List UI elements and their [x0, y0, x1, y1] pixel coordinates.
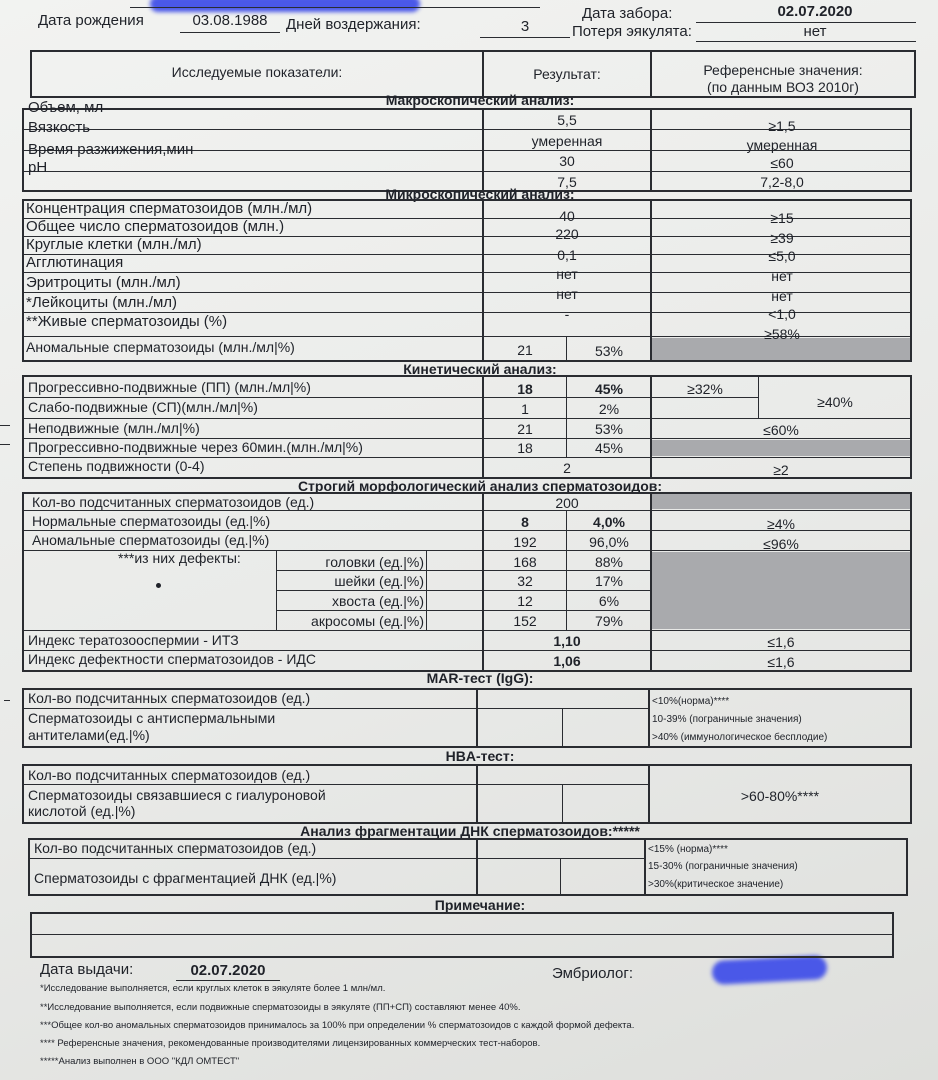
morph-label-normal: Нормальные сперматозоиды (ед.|%): [32, 513, 271, 529]
micro-ref-round-cells: ≤5,0: [768, 248, 796, 264]
macro-result-volume: 5,5: [557, 112, 577, 128]
collection-label: Дата забора:: [582, 5, 673, 22]
micro-ref-concentration: ≥15: [770, 210, 794, 226]
micro-result-concentration: 40: [559, 208, 575, 224]
micro-ref-total: ≥39: [770, 230, 794, 246]
morph-counted-value: 200: [555, 495, 579, 511]
mar-label-antibodies-1: Сперматозоиды с антиспермальными: [28, 710, 276, 726]
macro-label-ph: pH: [28, 159, 48, 176]
section-title-macroscopic: Макроскопический анализ:: [385, 92, 575, 108]
morph-defect-percent-acrosome: 79%: [594, 613, 624, 629]
hba-ref: >60-80%****: [740, 788, 820, 804]
micro-label-round-cells: Круглые клетки (млн./мл): [26, 236, 202, 253]
macro-label-volume: Объем, мл: [28, 99, 104, 116]
kinetic-label-weak: Слабо-подвижные (СП)(млн./мл|%): [28, 399, 258, 415]
ink-dot: [156, 583, 161, 588]
macro-ref-ph: 7,2-8,0: [760, 174, 804, 190]
mar-ref-infertility: >40% (иммунологическое бесплодие): [652, 732, 828, 743]
section-title-dna: Анализ фрагментации ДНК сперматозоидов:*****: [300, 823, 640, 839]
loss-label: Потеря эякулята:: [572, 23, 692, 40]
macro-result-liquefaction: 30: [559, 153, 575, 169]
kinetic-ref-immotile: ≤60%: [763, 422, 799, 438]
dna-ref-normal: <15% (норма)****: [648, 844, 728, 855]
footnote-3: ***Общее кол-во аномальных сперматозоидов принималось за 100% при определении % сперматозоидов с каждой формой дефекта.: [40, 1020, 635, 1031]
morph-defect-label-tail: хвоста (ед.|%): [332, 593, 424, 609]
micro-label-live: **Живые сперматозоиды (%): [26, 313, 228, 330]
footnote-2: **Исследование выполняется, если подвижные сперматозоиды в эякуляте (ПП+СП) составляют менее 40%.: [40, 1002, 521, 1013]
kinetic-percent-weak: 2%: [598, 401, 620, 417]
morph-itz-value: 1,10: [553, 633, 581, 649]
morph-defect-count-acrosome: 152: [513, 613, 537, 629]
column-header-reference-2: (по данным ВОЗ 2010г): [707, 79, 859, 95]
column-header-result: Результат:: [533, 66, 601, 82]
abstinence-value: 3: [520, 18, 530, 35]
morph-defect-count-tail: 12: [517, 593, 533, 609]
section-title-hba: HBA-тест:: [445, 748, 515, 764]
micro-result-agglutination: 0,1: [557, 247, 577, 263]
micro-label-erythrocytes: Эритроциты (млн./мл): [26, 274, 181, 291]
micro-ref-leukocytes: <1,0: [768, 306, 796, 322]
kinetic-ref-motile-total: ≥40%: [817, 394, 853, 410]
micro-result-erythrocytes: нет: [556, 266, 578, 282]
micro-result-leukocytes: нет: [556, 286, 578, 302]
morph-abnormal-ref: ≤96%: [763, 536, 799, 552]
macro-ref-volume: ≥1,5: [768, 118, 796, 134]
footnote-1: *Исследование выполняется, если круглых клеток в эякуляте более 1 млн/мл.: [40, 983, 386, 994]
macro-ref-liquefaction: ≤60: [770, 155, 794, 171]
hba-label-bound-1: Сперматозоиды связавшиеся с гиалуроновой: [28, 787, 326, 803]
morph-normal-ref: ≥4%: [767, 516, 795, 532]
morph-ids-label: Индекс дефектности сперматозоидов - ИДС: [28, 651, 317, 667]
dna-label-fragmented: Сперматозоиды с фрагментацией ДНК (ед.|%): [34, 870, 337, 886]
column-header-reference-1: Референсные значения:: [703, 62, 863, 78]
morph-ids-ref: ≤1,6: [767, 654, 795, 670]
kinetic-percent-progressive-60min: 45%: [594, 440, 624, 456]
section-title-microscopic: Микроскопический анализ:: [385, 186, 575, 202]
micro-ref-agglutination: нет: [771, 268, 793, 284]
macro-label-viscosity: Вязкость: [28, 119, 91, 136]
kinetic-count-immotile: 21: [517, 421, 533, 437]
mar-label-antibodies-2: антителами(ед.|%): [28, 727, 150, 743]
kinetic-label-progressive-60min: Прогрессивно-подвижные через 60мин.(млн./мл|%): [28, 439, 363, 455]
kinetic-label-progressive: Прогрессивно-подвижные (ПП) (млн./мл|%): [28, 379, 311, 395]
morph-itz-label: Индекс тератозооспермии - ИТЗ: [28, 632, 239, 648]
section-title-morphology: Строгий морфологический анализ сперматозоидов:: [297, 478, 663, 494]
collection-value: 02.07.2020: [777, 3, 853, 20]
kinetic-count-progressive: 18: [517, 381, 533, 397]
morph-normal-count: 8: [521, 514, 529, 530]
morph-label-counted: Кол-во подсчитанных сперматозоидов (ед.): [32, 494, 315, 510]
mar-ref-borderline: 10-39% (пограничные значения): [652, 714, 802, 725]
mar-ref-normal: <10%(норма)****: [652, 696, 730, 707]
footnote-4: **** Референсные значения, рекомендованные производителями лицензированных коммерческих тест-наборов.: [40, 1038, 541, 1049]
kinetic-percent-progressive: 45%: [594, 381, 624, 397]
section-title-kinetic: Кинетический анализ:: [403, 361, 557, 377]
morph-defect-label-acrosome: акросомы (ед.|%): [311, 613, 424, 629]
morph-abnormal-count: 192: [513, 534, 537, 550]
kinetic-ref-progressive: ≥32%: [687, 381, 723, 397]
dob-value: 03.08.1988: [192, 12, 268, 29]
hba-label-counted: Кол-во подсчитанных сперматозоидов (ед.): [28, 767, 311, 783]
macro-ref-viscosity: умеренная: [746, 137, 818, 153]
column-header-parameters: Исследуемые показатели:: [171, 64, 343, 80]
dna-ref-critical: >30%(критическое значение): [648, 879, 784, 890]
micro-ref-live: ≥58%: [764, 326, 800, 342]
loss-value: нет: [803, 23, 827, 40]
mar-label-counted: Кол-во подсчитанных сперматозоидов (ед.): [28, 690, 311, 706]
morph-defect-label-head: головки (ед.|%): [325, 554, 424, 570]
morph-label-abnormal: Аномальные сперматозоиды (ед.|%): [32, 532, 270, 548]
macro-label-liquefaction: Время разжижения,мин: [28, 141, 194, 158]
micro-label-concentration: Концентрация сперматозоидов (млн./мл): [26, 200, 313, 217]
micro-ref-erythrocytes: нет: [771, 288, 793, 304]
kinetic-percent-immotile: 53%: [594, 421, 624, 437]
dna-ref-borderline: 15-30% (пограничные значения): [648, 861, 798, 872]
kinetic-count-weak: 1: [521, 401, 529, 417]
morph-abnormal-percent: 96,0%: [589, 534, 629, 550]
redaction-mark-signature: [711, 955, 827, 985]
redaction-mark-top: [150, 0, 420, 12]
morph-defect-label-neck: шейки (ед.|%): [334, 573, 424, 589]
micro-result-live: -: [564, 306, 570, 322]
morph-ids-value: 1,06: [553, 653, 581, 669]
macro-result-viscosity: умеренная: [531, 133, 603, 149]
section-title-note: Примечание:: [434, 897, 526, 913]
micro-label-agglutination: Агглютинация: [26, 254, 124, 271]
kinetic-label-degree: Степень подвижности (0-4): [28, 458, 205, 474]
embryologist-label: Эмбриолог:: [552, 965, 633, 982]
morph-defect-count-head: 168: [513, 554, 537, 570]
morph-normal-percent: 4,0%: [593, 514, 625, 530]
morph-defects-label: ***из них дефекты:: [118, 550, 241, 566]
dna-label-counted: Кол-во подсчитанных сперматозоидов (ед.): [34, 840, 317, 856]
section-title-mar: MAR-тест (IgG):: [426, 670, 534, 686]
issue-date-label: Дата выдачи:: [40, 961, 134, 978]
micro-result-total: 220: [555, 226, 579, 242]
micro-label-total: Общее число сперматозоидов (млн.): [26, 218, 285, 235]
kinetic-degree-ref: ≥2: [773, 462, 789, 478]
micro-label-abnormal: Аномальные сперматозоиды (млн./мл|%): [26, 339, 295, 355]
morph-defect-percent-neck: 17%: [594, 573, 624, 589]
morph-defect-count-neck: 32: [517, 573, 533, 589]
kinetic-label-immotile: Неподвижные (млн./мл|%): [28, 420, 200, 436]
micro-label-leukocytes: *Лейкоциты (млн./мл): [26, 294, 178, 311]
morph-defect-percent-tail: 6%: [598, 593, 620, 609]
micro-abnormal-percent: 53%: [594, 343, 624, 359]
dob-label: Дата рождения: [38, 12, 144, 29]
issue-date-value: 02.07.2020: [190, 962, 266, 979]
kinetic-count-progressive-60min: 18: [517, 440, 533, 456]
morph-defect-percent-head: 88%: [594, 554, 624, 570]
morph-itz-ref: ≤1,6: [767, 634, 795, 650]
footnote-5: *****Анализ выполнен в ООО "КДЛ ОМТЕСТ": [40, 1056, 240, 1067]
abstinence-label: Дней воздержания:: [286, 16, 421, 33]
hba-label-bound-2: кислотой (ед.|%): [28, 803, 136, 819]
kinetic-degree-value: 2: [563, 460, 571, 476]
micro-abnormal-count: 21: [517, 342, 533, 358]
macro-result-ph: 7,5: [557, 174, 577, 190]
